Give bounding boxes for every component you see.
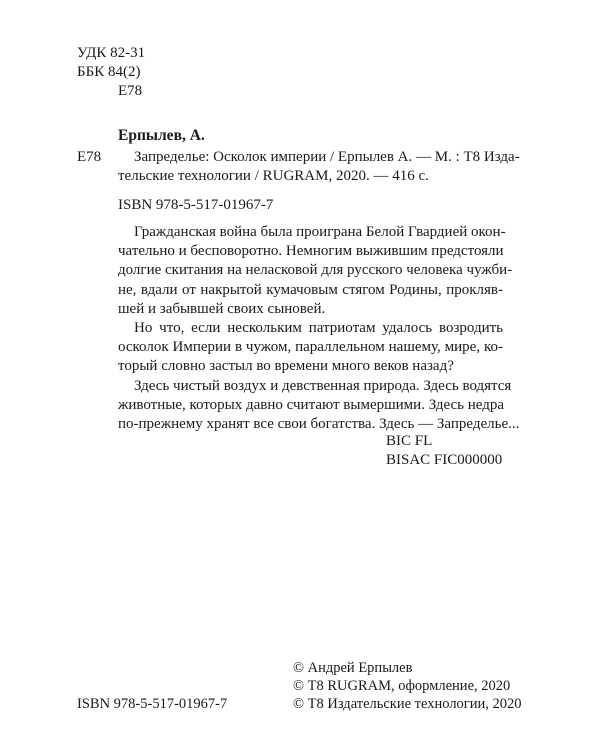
- annotation-line: по-прежнему хранят все свои богатства. Здесь — Запределье...: [118, 416, 520, 433]
- bbk-code: ББК 84(2): [77, 64, 141, 80]
- bisac-code: BISAC FIC000000: [386, 452, 503, 468]
- annotation-line: не, вдали от накрытой кумачовым стягом Родины, прокляв-: [118, 281, 503, 298]
- annotation-line: чательно и бесповоротно. Немногим выжившим предстояли: [118, 243, 504, 260]
- annotation-paragraph-3: [118, 377, 520, 435]
- annotation-line: долгие скитания на неласковой для русского человека чужби-: [118, 262, 513, 279]
- annotation-paragraph-2: [118, 319, 503, 377]
- author-name: Ерпылев, А.: [118, 127, 205, 144]
- udk-code: УДК 82-31: [77, 45, 146, 61]
- bic-code: BIC FL: [386, 433, 433, 449]
- bibliography-line-2: тельские технологии / RUGRAM, 2020. — 416 с.: [118, 168, 429, 184]
- isbn-main: ISBN 978-5-517-01967-7: [118, 197, 274, 213]
- annotation-line: Гражданская война была проиграна Белой Гвардией окон-: [134, 224, 506, 240]
- annotation-line: шей и забывшей своих сыновей.: [118, 300, 326, 317]
- annotation-line: Но что, если нескольким патриотам удалось возродить: [134, 320, 503, 336]
- annotation-paragraph-1: [118, 223, 513, 319]
- annotation-line: животные, которых давно считают вымершими. Здесь недра: [118, 397, 505, 414]
- copyright-author: © Андрей Ерпылев: [293, 660, 413, 676]
- annotation-line: торый словно застыл во времени много веков назад?: [118, 358, 454, 375]
- author-mark-top: Е78: [118, 83, 143, 99]
- copyright-publisher: © Т8 Издательские технологии, 2020: [293, 696, 522, 712]
- annotation-line: Здесь чистый воздух и девственная природа. Здесь водятся: [134, 378, 512, 394]
- bibliography-line-1: Запределье: Осколок империи / Ерпылев А. — М. : Т8 Изда-: [134, 149, 520, 165]
- author-mark: Е78: [77, 149, 102, 165]
- copyright-design: © Т8 RUGRAM, оформление, 2020: [293, 678, 511, 694]
- isbn-footer: ISBN 978-5-517-01967-7: [77, 696, 228, 712]
- annotation-line: осколок Империи в чужом, параллельном нашему, мире, ко-: [118, 339, 503, 356]
